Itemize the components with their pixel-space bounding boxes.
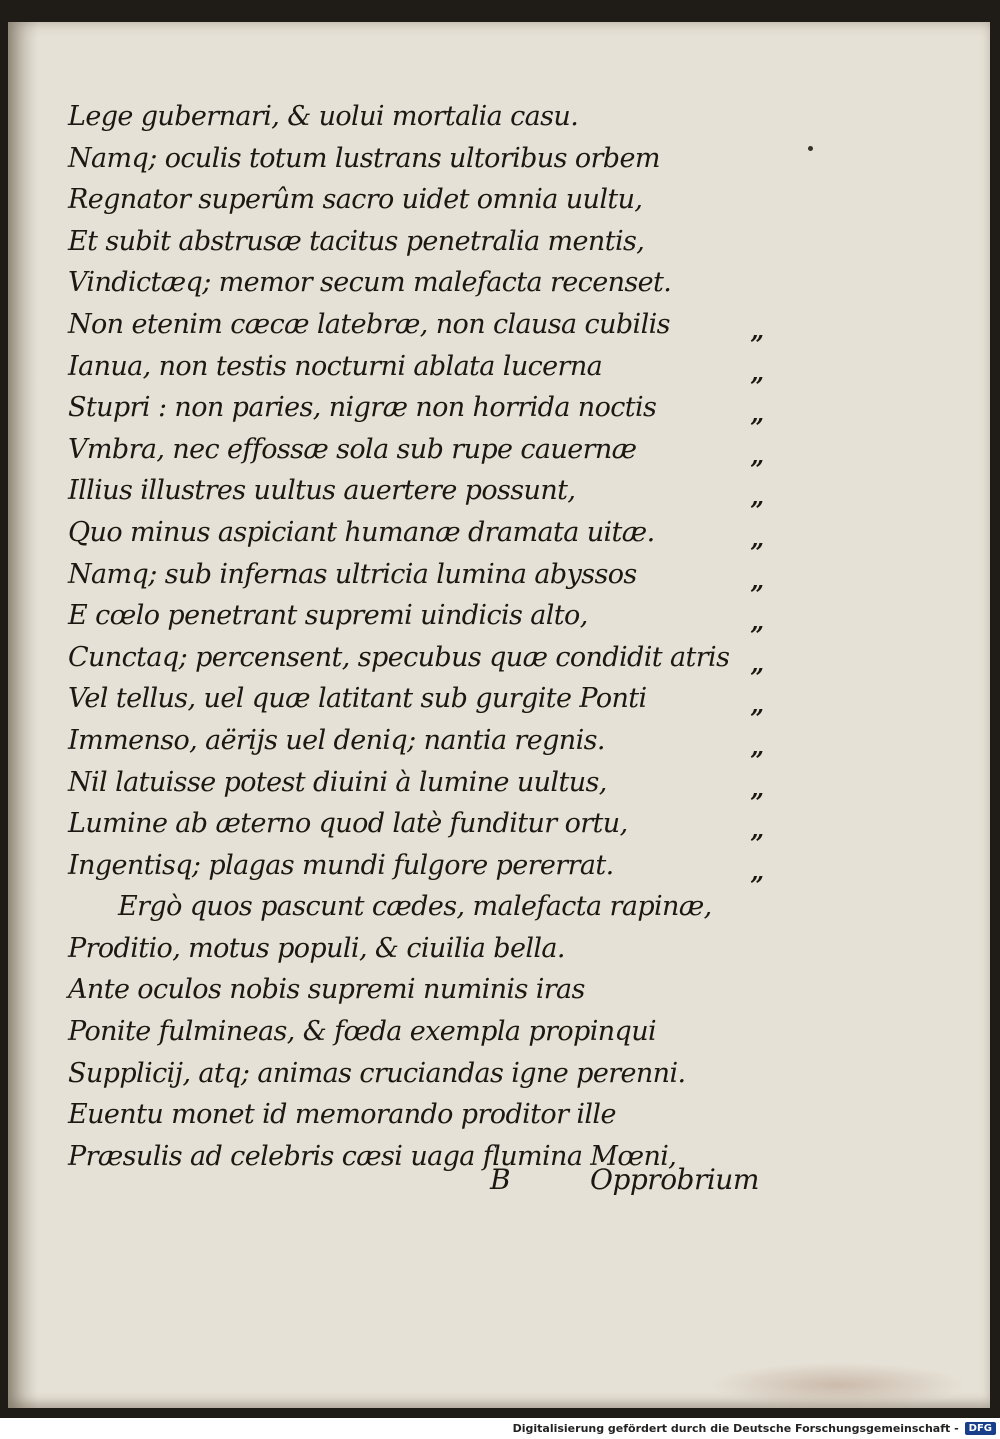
dfg-logo: DFG [965, 1422, 996, 1435]
verse-line: Ante oculos nobis supremi numinis iras [68, 974, 585, 1006]
verse-line: Et subit abstrusæ tacitus penetralia mentis, [68, 225, 645, 257]
quotation-marker: ” [750, 413, 764, 443]
verse-line: Euentu monet id memorando proditor ille [68, 1099, 616, 1131]
verse-line: Namq; sub infernas ultricia lumina abyssos [68, 558, 637, 590]
verse-line: Ingentisq; plagas mundi fulgore pererrat. [68, 849, 614, 881]
verse-line: Ponite fulmineas, & fœda exempla propinqui [68, 1016, 657, 1048]
verse-line: Lumine ab æterno quod latè funditur ortu, [68, 808, 628, 840]
digitization-credit-bar [0, 1418, 1000, 1439]
gutter-shadow [8, 22, 38, 1408]
verse-line: Illius illustres uultus auertere possunt, [68, 475, 576, 507]
verse-line: Ianua, non testis nocturni ablata lucerna [68, 350, 603, 382]
verse-line: Proditio, motus populi, & ciuilia bella. [68, 932, 565, 964]
verse-line: Supplicij, atq; animas cruciandas igne perenni. [68, 1057, 686, 1089]
quotation-marker: ” [750, 704, 764, 734]
verse-line: Ergò quos pascunt cædes, malefacta rapinæ, [118, 891, 712, 923]
verse-line: Vindictæq; memor secum malefacta recenset. [68, 267, 672, 299]
verse-line: Lege gubernari, & uolui mortalia casu. [68, 101, 579, 132]
quotation-marker: ” [750, 454, 764, 484]
verse-line: Immenso, aërijs uel deniq; nantia regnis. [68, 724, 605, 756]
verse-line: Vel tellus, uel quæ latitant sub gurgite Ponti [68, 683, 647, 715]
verse-line: Non etenim cæcæ latebræ, non clausa cubilis [68, 308, 670, 340]
verse-line: Cunctaq; percensent, specubus quæ condidit atris [68, 641, 730, 673]
quotation-marker: ” [750, 662, 764, 692]
quotation-marker-column [750, 324, 790, 906]
quotation-marker: ” [750, 745, 764, 775]
verse-line: Vmbra, nec effossæ sola sub rupe cauernæ [68, 433, 637, 465]
verse-line: Namq; oculis totum lustrans ultoribus orbem [68, 142, 660, 174]
verse-line: Præsulis ad celebris cæsi uaga flumina Mœni, [68, 1140, 677, 1172]
quotation-marker: ” [750, 870, 764, 900]
verse-line: Nil latuisse potest diuini à lumine uultus, [68, 766, 607, 798]
quotation-marker: ” [750, 829, 764, 859]
ink-speck [808, 146, 813, 151]
quotation-marker: ” [750, 330, 764, 359]
paper-stain [708, 1362, 968, 1408]
quotation-marker: ” [750, 787, 764, 817]
verse-line: Regnator superûm sacro uidet omnia uultu, [68, 184, 643, 216]
verse-block [68, 96, 788, 1177]
quotation-marker: ” [750, 579, 764, 609]
quotation-marker: ” [750, 496, 764, 526]
quotation-marker: ” [750, 537, 764, 567]
quotation-marker: ” [750, 621, 764, 651]
credit-text: Digitalisierung gefördert durch die Deutsche Forschungsgemeinschaft - [512, 1422, 959, 1435]
signature-mark: B [490, 1163, 511, 1196]
verse-line: E cœlo penetrant supremi uindicis alto, [68, 600, 588, 632]
quotation-marker: ” [750, 371, 764, 401]
verse-line: Stupri : non paries, nigræ non horrida noctis [68, 392, 657, 424]
verse-line: Quo minus aspiciant humanæ dramata uitæ. [68, 516, 655, 548]
catchword: Opprobrium [590, 1163, 759, 1196]
